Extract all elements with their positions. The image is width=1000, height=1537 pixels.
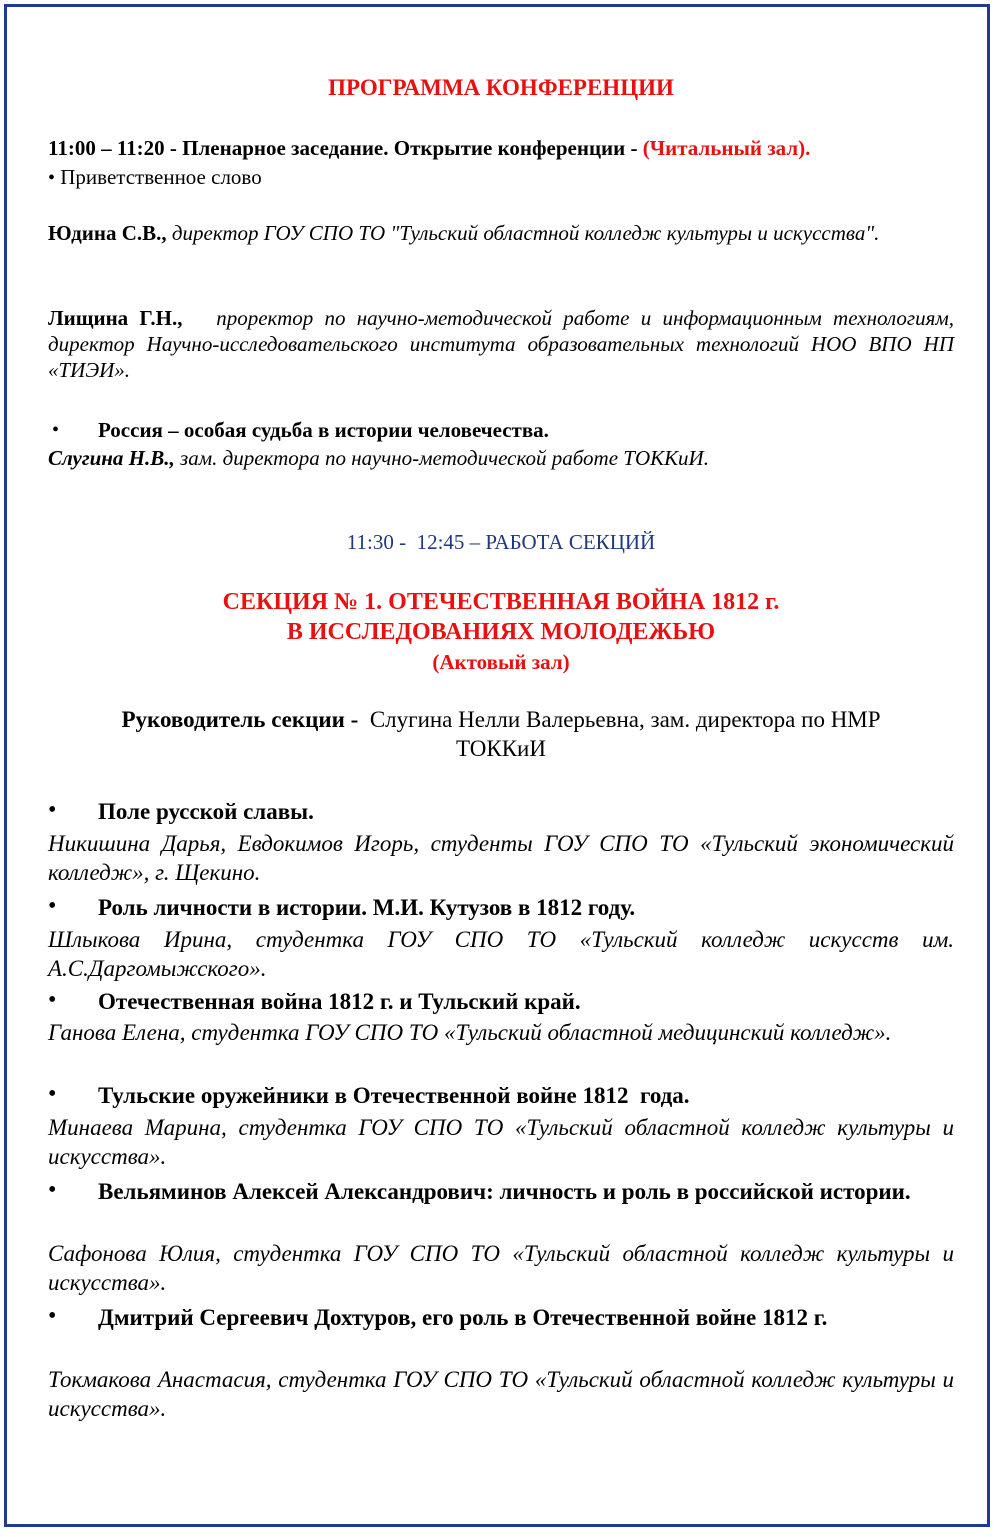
- speaker-1: [48, 220, 954, 246]
- talk-title: Отечественная война 1812 г. и Тульский край.: [98, 989, 581, 1014]
- plenary-bullet-text: Приветственное слово: [60, 165, 262, 189]
- plenary-talk: [48, 417, 954, 443]
- plenary-title: - Пленарное заседание. Открытие конференции -: [164, 136, 643, 160]
- speaker-name: Лищина Г.Н.,: [48, 306, 183, 330]
- talk-authors: Минаева Марина, студентка ГОУ СПО ТО «Тульский областной колледж культуры и искусства».: [48, 1115, 954, 1169]
- section-leader: [48, 705, 954, 734]
- talk-item: [48, 797, 954, 826]
- section-title-line1: СЕКЦИЯ № 1. ОТЕЧЕСТВЕННАЯ ВОЙНА 1812 г.: [222, 589, 780, 615]
- speaker-role: проректор по научно-методической работе и информационным технологиям, директор Научно-исследовательского института образовательных технологий НОО ВПО НП «ТИЭИ».: [48, 306, 955, 382]
- section-room: (Актовый зал): [432, 650, 570, 674]
- plenary-heading: [48, 135, 954, 161]
- talk-author-role: зам. директора по научно-методической работе ТОККиИ.: [180, 446, 709, 470]
- talk-title: Роль личности в истории. М.И. Кутузов в 1812 году.: [98, 895, 636, 920]
- bullet-dot: •: [48, 797, 57, 823]
- section-leader-label: Руководитель секции -: [121, 707, 365, 732]
- talk-item: [48, 1081, 954, 1110]
- talk-title: Дмитрий Сергеевич Дохтуров, его роль в Отечественной войне 1812 г.: [98, 1305, 828, 1330]
- plenary-room: (Читальный зал).: [642, 136, 811, 160]
- talk-authors: Шлыкова Ирина, студентка ГОУ СПО ТО «Тульский колледж искусств им. А.С.Даргомыжского».: [48, 927, 954, 981]
- talk-authors: Токмакова Анастасия, студентка ГОУ СПО ТО «Тульский областной колледж культуры и искусства».: [48, 1367, 954, 1421]
- talk-authors: Никишина Дарья, Евдокимов Игорь, студенты ГОУ СПО ТО «Тульский экономический колледж», г. Щекино.: [48, 831, 954, 885]
- bullet-dot: •: [48, 1081, 57, 1107]
- speaker-name: Юдина С.В.,: [48, 221, 167, 245]
- section-leader-name-line2: ТОККиИ: [456, 736, 546, 761]
- bullet-dot: •: [48, 1303, 57, 1329]
- talk-authors: Ганова Елена, студентка ГОУ СПО ТО «Тульский областной медицинский колледж».: [48, 1020, 892, 1045]
- bullet-dot: •: [48, 1177, 57, 1203]
- section-leader-name: Слугина Нелли Валерьевна, зам. директора по НМР: [364, 707, 881, 732]
- plenary-bullet-item: [48, 164, 954, 191]
- talk-item: [48, 893, 954, 922]
- bullet-dot: •: [48, 987, 57, 1013]
- talk-item: [48, 1177, 954, 1206]
- bullet-dot: •: [52, 419, 60, 441]
- sections-time: 11:30 - 12:45 – РАБОТА СЕКЦИЙ: [346, 530, 656, 554]
- talk-authors: Сафонова Юлия, студентка ГОУ СПО ТО «Тульский областной колледж культуры и искусства».: [48, 1241, 954, 1295]
- page-title: ПРОГРАММА КОНФЕРЕНЦИИ: [328, 75, 674, 100]
- speaker-role: директор ГОУ СПО ТО "Тульский областной колледж культуры и искусства".: [171, 221, 880, 245]
- talk-item: [48, 987, 954, 1016]
- talk-title: Вельяминов Алексей Александрович: личность и роль в российской истории.: [98, 1179, 911, 1204]
- talk-author: Слугина Н.В.,: [48, 446, 175, 470]
- talk-title: Поле русской славы.: [98, 799, 314, 824]
- plenary-time: 11:00 – 11:20: [48, 136, 165, 160]
- plenary-talk-author: [48, 445, 954, 471]
- bullet-dot: •: [48, 893, 57, 919]
- talk-item: [48, 1303, 954, 1332]
- speaker-2: [48, 305, 954, 383]
- bullet-dot: •: [48, 167, 56, 189]
- section-title-line2: В ИССЛЕДОВАНИЯХ МОЛОДЕЖЬЮ: [286, 619, 716, 645]
- talk-title: Тульские оружейники в Отечественной войне 1812 года.: [98, 1083, 690, 1108]
- talk-title: Россия – особая судьба в истории человечества.: [98, 418, 549, 442]
